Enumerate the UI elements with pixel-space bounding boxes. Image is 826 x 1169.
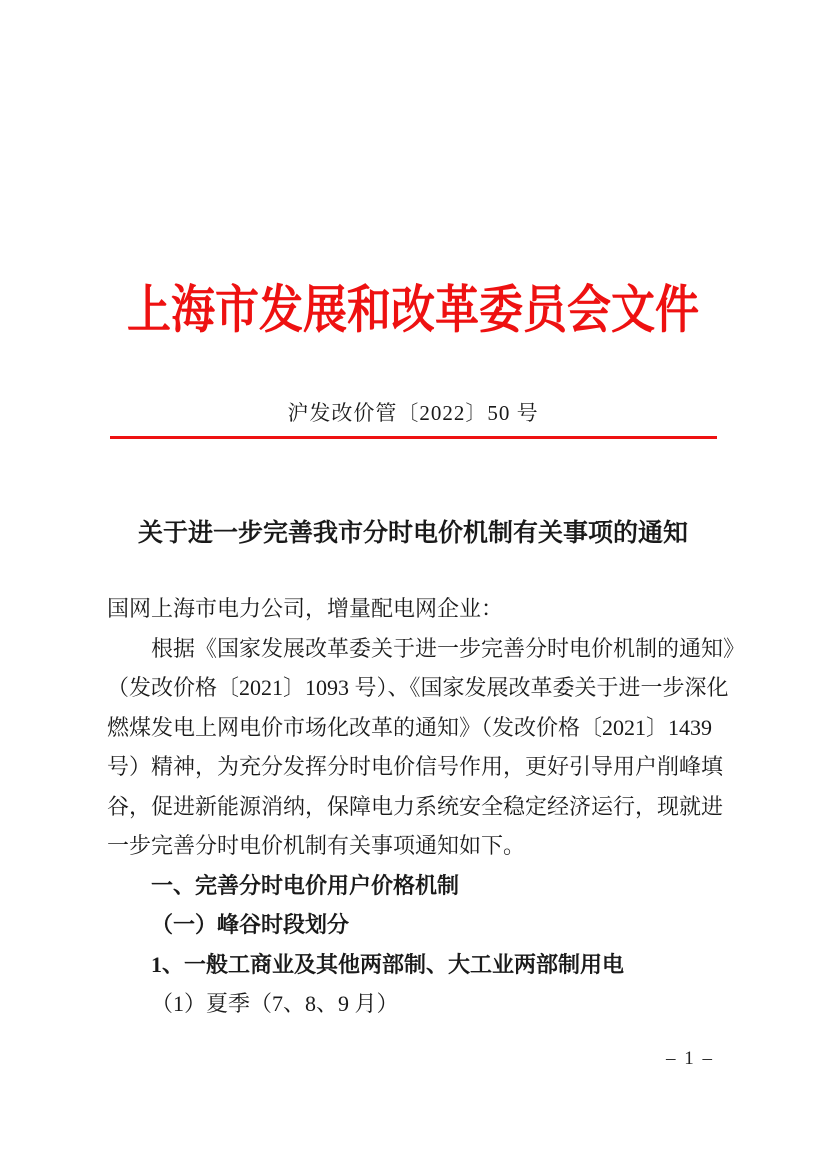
body-line: 燃煤发电上网电价市场化改革的通知》（发改价格〔2021〕1439 bbox=[107, 714, 713, 740]
body-line: （1）夏季（7、8、9 月） bbox=[151, 991, 399, 1016]
document-body bbox=[107, 589, 746, 1024]
body-line: 1、一般工商业及其他两部制、大工业两部制用电 bbox=[151, 951, 625, 977]
body-line: 一步完善分时电价机制有关事项通知如下。 bbox=[107, 833, 526, 858]
document-number: 沪发改价管〔2022〕50 号 bbox=[287, 401, 539, 425]
document-title: 关于进一步完善我市分时电价机制有关事项的通知 bbox=[137, 520, 688, 547]
agency-letterhead-title: 上海市发展和改革委员会文件 bbox=[127, 281, 699, 340]
red-divider-rule bbox=[110, 436, 717, 439]
body-line: （一）峰谷时段划分 bbox=[151, 912, 350, 937]
body-line: 谷，促进新能源消纳，保障电力系统安全稳定经济运行，现就进 bbox=[107, 793, 724, 819]
body-line: 一、完善分时电价用户价格机制 bbox=[151, 872, 460, 898]
body-line: 国网上海市电力公司，增量配电网企业： bbox=[107, 596, 504, 621]
page-number: – 1 – bbox=[666, 1048, 714, 1069]
body-line: 根据《国家发展改革委关于进一步完善分时电价机制的通知》 bbox=[151, 635, 746, 661]
body-line: （发改价格〔2021〕1093 号）、《国家发展改革委关于进一步深化 bbox=[107, 675, 729, 700]
body-line: 号）精神，为充分发挥分时电价信号作用，更好引导用户削峰填 bbox=[107, 754, 724, 779]
